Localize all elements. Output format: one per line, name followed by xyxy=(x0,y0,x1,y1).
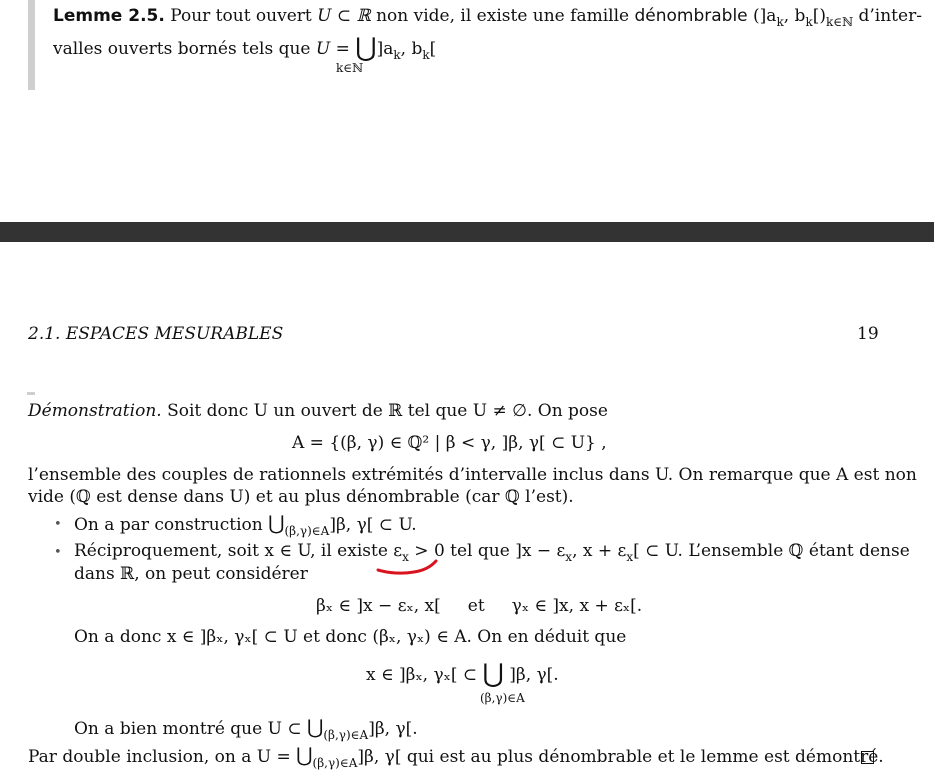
bullet-marker-2: • xyxy=(54,545,62,560)
lemma-line-1: Lemme 2.5. Pour tout ouvert U ⊂ ℝ non vide, il existe une famille dénombrable $(]a_k$, $b_k[)_{k\in ℕ}$ d’inter- xyxy=(53,6,922,29)
bullet-2-line-2: dans ℝ, on peut considérer xyxy=(74,564,308,584)
proof-label: Démonstration. xyxy=(28,401,162,421)
bullet-marker-1: • xyxy=(54,517,62,532)
union-subscript: (β,γ)∈A xyxy=(480,691,525,705)
red-underline-annotation xyxy=(376,558,440,578)
proof-line-3: vide (ℚ est dense dans U) et au plus dénombrable (car ℚ l’est). xyxy=(28,487,574,507)
lemma-label: Lemme 2.5. xyxy=(53,6,165,26)
equation-beta-gamma: βₓ ∈ ]x − εₓ, x[ et γₓ ∈ ]x, x + εₓ[. xyxy=(316,596,643,616)
equation-A: A = {(β, γ) ∈ ℚ² | β < γ, ]β, γ[ ⊂ U} , xyxy=(292,433,607,453)
lemma-line-2: valles ouverts bornés tels que $U = ⋃]a_k$, $b_k$[ xyxy=(53,33,437,63)
proof-line-2: l’ensemble des couples de rationnels extrémités d’intervalle inclus dans U. On remarque que A est non xyxy=(28,465,917,485)
qed-square xyxy=(861,748,874,768)
bullet-1: On a par construction $⋃_{(\beta,\gamma)\in A}]\beta$, γ[ ⊂ U. xyxy=(74,511,417,538)
section-header: 2.1. ESPACES MESURABLES xyxy=(28,324,284,344)
equation-inclusion: x ∈ ]βₓ, γₓ[ ⊂ ⋃ ]β, γ[. xyxy=(366,659,559,689)
page-number: 19 xyxy=(857,324,879,344)
bullet-2-line-3: On a donc x ∈ ]βₓ, γₓ[ ⊂ U et donc (βₓ, γₓ) ∈ A. On en déduit que xyxy=(74,627,627,647)
page-separator xyxy=(0,222,934,242)
quote-bar xyxy=(28,0,35,90)
bullet-2-line-4: On a bien montré que U ⊂ $⋃_{(\beta,\gamma)\in A}]\beta$, γ[. xyxy=(74,715,418,742)
proof-line-1: Démonstration. Soit donc U un ouvert de ℝ tel que U ≠ ∅. On pose xyxy=(28,401,608,421)
lemma-union-subscript: k∈ℕ xyxy=(336,61,364,75)
margin-mark xyxy=(27,392,35,395)
bullet-2-line-1: Réciproquement, soit x ∈ U, il existe $\varepsilon_x > 0$ tel que ]$x - \varepsilon_x$, $x + \varepsilon_x$[ ⊂ U. L’ensemble ℚ étant dense xyxy=(74,541,910,564)
conclusion-line: Par double inclusion, on a $U = ⋃_{(\beta,\gamma)\in A}]\beta$, γ[ qui est au plus dénombrable et le lemme est démontré. xyxy=(28,743,884,770)
